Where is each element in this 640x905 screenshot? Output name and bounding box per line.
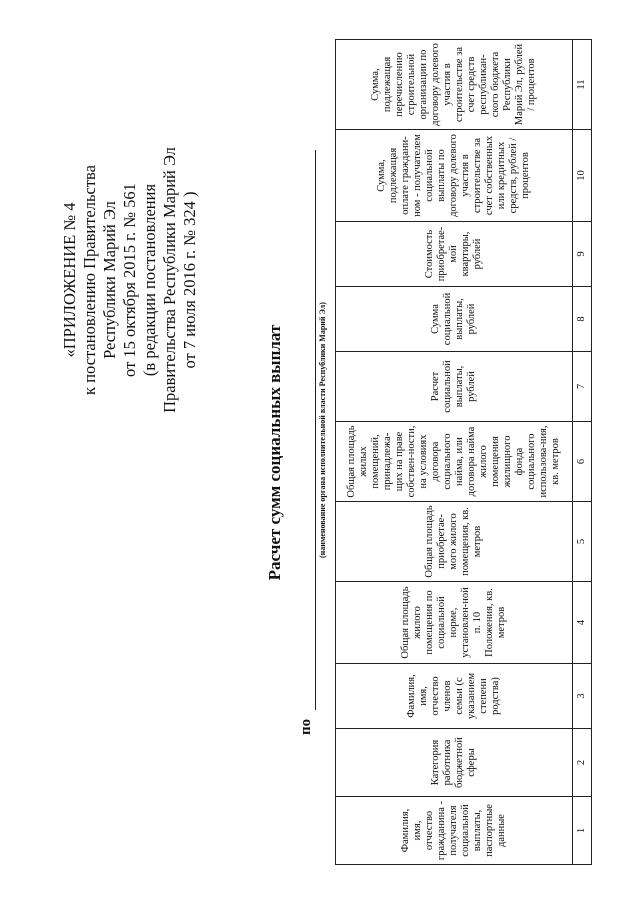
column-number: 1 [573,797,592,865]
authority-caption: (наименование органа исполнительной власти Республики Марий Эл) [318,302,327,558]
header-line: (в редакции постановления [140,183,159,377]
authority-underline [315,150,316,710]
header-line: к постановлению Правительства [80,165,99,395]
column-number: 4 [573,582,592,664]
column-header: Расчет социальной выплаты, рублей [336,352,573,422]
appendix-header [60,100,200,460]
column-number: 2 [573,729,592,797]
column-header: Общая площадь жилых помещений, принадлежа-щих на праве собствен-ности, на условиях договора социального найма, или договора найма жилого помещения жилищного фонда социального использова-ния, кв. метров [336,422,573,502]
header-line: Правительства Республики Марий Эл [160,147,179,413]
column-number-row [573,40,592,865]
column-number: 10 [573,130,592,222]
column-header: Общая площадь приобретае-мого жилого помещения, кв. метров [336,502,573,582]
column-number: 3 [573,664,592,729]
column-header: Сумма, подлежащая оплате граждани-ном - получателем социальной выплаты по договору долевого участия в строительстве за счет собственных или кредитных средств, рублей / процентов [336,130,573,222]
column-header: Сумма социальной выплаты, рублей [336,287,573,352]
column-number: 5 [573,502,592,582]
rotated-document [40,40,600,865]
column-number: 11 [573,40,592,130]
column-number: 8 [573,287,592,352]
document-title: Расчет сумм социальных выплат [265,324,284,581]
header-line: от 7 июля 2016 г. № 324 ) [180,191,199,369]
column-header: Фамилия, имя, отчество гражданина - получателя социальной выплаты, паспортные данные [336,797,573,865]
column-header: Фамилия, имя, отчество членов семьи (с указанием степени родства) [336,664,573,729]
column-number: 7 [573,352,592,422]
column-header: Стоимость приобретае-мой квартиры, рублей [336,222,573,287]
header-line: Республики Марий Эл [100,201,119,359]
column-number: 9 [573,222,592,287]
payments-table [335,39,592,865]
column-header: Сумма, подлежащая перечислению строительной организации по договору долевого участия в строительстве за счет средств республикан-ского бюджета Республики Марий Эл, рублей / процентов [336,40,573,130]
po-label: по [298,718,314,735]
header-line: от 15 октября 2015 г. № 561 [120,183,139,377]
column-number: 6 [573,422,592,502]
column-header: Категория работника бюджетной сферы [336,729,573,797]
table-header-row [336,40,573,865]
authority-line [298,40,328,865]
header-line: «ПРИЛОЖЕНИЕ № 4 [60,202,79,358]
column-header: Общая площадь жилого помещения по социальной норме, установлен-ной п. 10 Положения, кв. метров [336,582,573,664]
